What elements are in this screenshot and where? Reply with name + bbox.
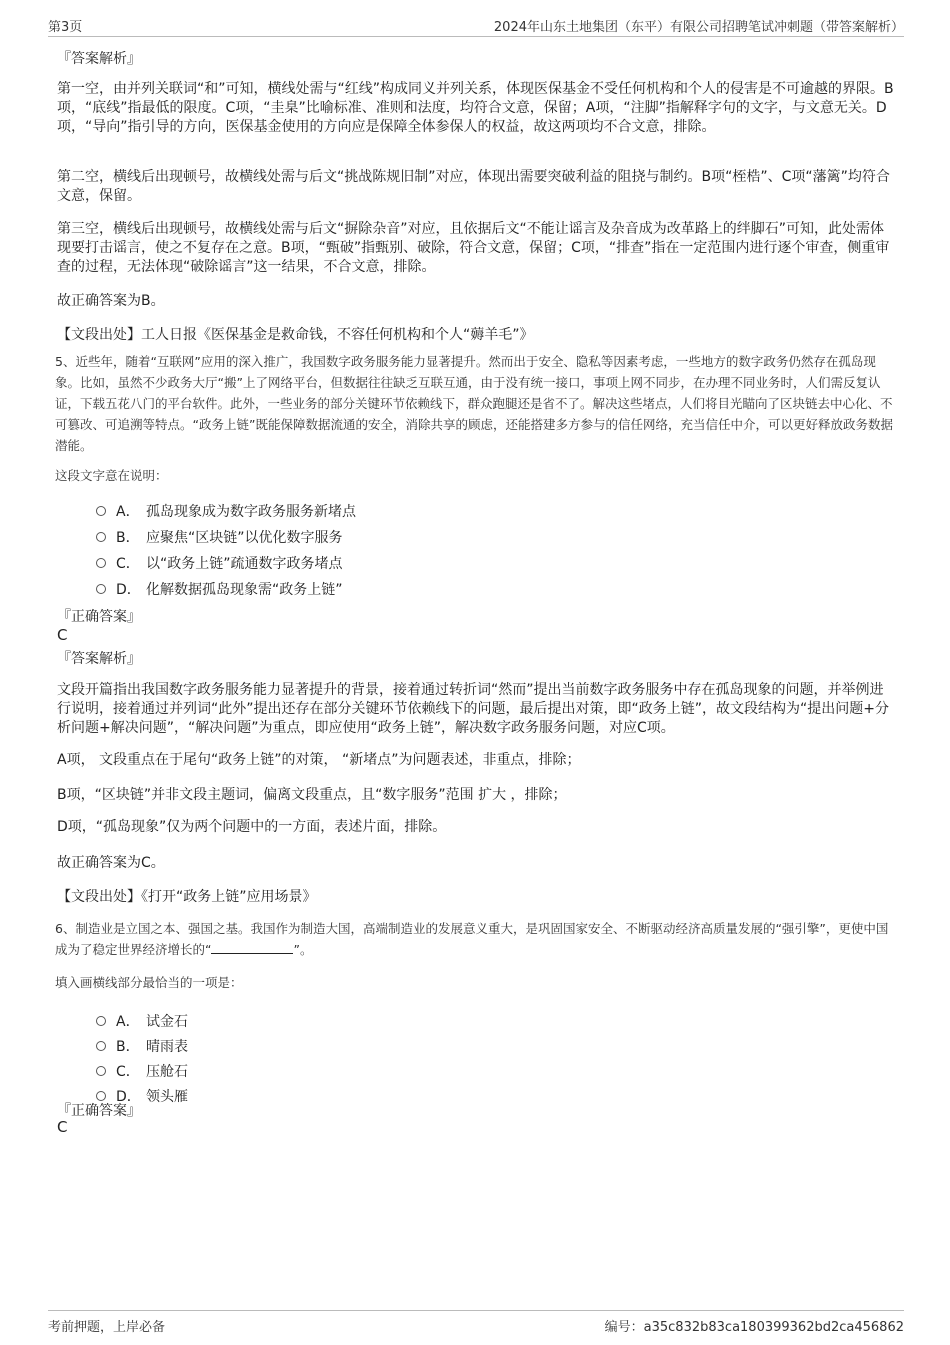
footer-slogan: 考前押题，上岸必备: [48, 1320, 166, 1335]
page-footer: [48, 1310, 904, 1335]
correct-answer: C: [57, 1118, 68, 1136]
analysis-paragraph-2: 第二空，横线后出现顿号，故横线处需与后文“挑战陈规旧制”对应，体现出需要突破利益的阻挠与制约。B项“桎梏”、C项“藩篱”均符合文意，保留。: [57, 169, 890, 204]
question-6-option-b[interactable]: B． 晴雨表: [96, 1036, 188, 1056]
question-5-stem: 5、近些年，随着“互联网”应用的深入推广，我国数字政务服务能力显著提升。然而出于安全、隐私等因素考虑，一些地方的数字政务仍然存在孤岛现象。比如，虽然不少政务大厅“搬”上了网络平台，但数据往往缺乏互联互通，由于没有统一接口，事项上网不同步，在办理不同业务时，人们需反复认证，下载五花八门的平台软件。此外，一些业务的部分关键环节依赖线下，群众跑腿还是省不了。解决这些堵点，人们将目光瞄向了区块链去中心化、不可篡改、可追溯等特点。“政务上链”既能保障数据流通的安全，消除共享的顾虑，还能搭建多方参与的信任网络，充当信任中介，可以更好释放政务数据潜能。: [55, 354, 893, 453]
radio-icon[interactable]: [96, 1066, 106, 1076]
source-citation: 【文段出处】工人日报《医保基金是救命钱，不容任何机构和个人“薅羊毛”》: [57, 327, 534, 343]
radio-icon[interactable]: [96, 1041, 106, 1051]
radio-icon[interactable]: [96, 532, 106, 542]
question-5-prompt: 这段文字意在说明：: [55, 468, 168, 483]
question-6-prompt: 填入画横线部分最恰当的一项是：: [55, 975, 243, 990]
correct-answer: C: [57, 626, 68, 644]
document-id: 编号：a35c832b83ca180399362bd2ca456862: [604, 1320, 904, 1335]
analysis-paragraph-2: A项， 文段重点在于尾句“政务上链”的对策， “新堵点”为问题表述，非重点，排除；: [57, 752, 581, 768]
correct-answer-label: 『正确答案』: [57, 1103, 141, 1119]
question-5-option-a[interactable]: A． 孤岛现象成为数字政务服务新堵点: [96, 501, 356, 521]
analysis-label: 『答案解析』: [57, 651, 141, 667]
conclusion: 故正确答案为C。: [57, 855, 165, 871]
document-title: 2024年山东土地集团（东平）有限公司招聘笔试冲刺题（带答案解析）: [493, 20, 904, 35]
source-citation: 【文段出处】《打开“政务上链”应用场景》: [57, 889, 317, 905]
analysis-paragraph-3: B项，“区块链”并非文段主题词，偏离文段重点，且“数字服务”范围 扩大 ，排除；: [57, 787, 567, 803]
question-6-stem: 6、制造业是立国之本、强国之基。我国作为制造大国，高端制造业的发展意义重大，是巩固国家安全、不断驱动经济高质量发展的“强引擎”，更使中国成为了稳定世界经济增长的“ ”。: [55, 921, 889, 957]
conclusion: 故正确答案为B。: [57, 293, 165, 309]
question-5-option-c[interactable]: C． 以“政务上链”疏通数字政务堵点: [96, 553, 343, 573]
radio-icon[interactable]: [96, 558, 106, 568]
question-6-option-d[interactable]: D． 领头雁: [96, 1086, 188, 1106]
question-6-option-c[interactable]: C． 压舱石: [96, 1061, 188, 1081]
radio-icon[interactable]: [96, 506, 106, 516]
blank-line: [211, 941, 293, 954]
radio-icon[interactable]: [96, 584, 106, 594]
correct-answer-label: 『正确答案』: [57, 609, 141, 625]
analysis-paragraph-4: D项，“孤岛现象”仅为两个问题中的一方面，表述片面，排除。: [57, 819, 447, 835]
question-5-option-b[interactable]: B． 应聚焦“区块链”以优化数字服务: [96, 527, 343, 547]
analysis-paragraph-1: 文段开篇指出我国数字政务服务能力显著提升的背景，接着通过转折词“然而”提出当前数字政务服务中存在孤岛现象的问题，并举例进行说明，接着通过并列词“此外”提出还存在部分关键环节依赖线下的问题，最后提出对策，即“政务上链”，故文段结构为“提出问题+分析问题+解决问题”，“解决问题”为重点，即应使用“政务上链”，解决数字政务服务问题，对应C项。: [57, 682, 889, 736]
analysis-paragraph-3: 第三空，横线后出现顿号，故横线处需与后文“摒除杂音”对应，且依据后文“不能让谣言及杂音成为改革路上的绊脚石”可知，此处需体现要打击谣言，使之不复存在之意。B项，“甄破”指甄别、破除，符合文意，保留；C项，“排查”指在一定范围内进行逐个审查，侧重审查的过程，无法体现“破除谣言”这一结果，不合文意，排除。: [57, 221, 890, 275]
page-number: 第3页: [48, 20, 83, 35]
question-6-option-a[interactable]: A． 试金石: [96, 1011, 188, 1031]
analysis-label: 『答案解析』: [57, 51, 141, 67]
page-header: [48, 14, 904, 37]
radio-icon[interactable]: [96, 1016, 106, 1026]
question-5-option-d[interactable]: D． 化解数据孤岛现象需“政务上链”: [96, 579, 343, 599]
analysis-paragraph-1: 第一空，由并列关联词“和”可知，横线处需与“红线”构成同义并列关系，体现医保基金不受任何机构和个人的侵害是不可逾越的界限。B项，“底线”指最低的限度。C项，“圭臬”比喻标准、准则和法度，均符合文意，保留；A项，“注脚”指解释字句的文字，与文意无关。D项，“导向”指引导的方向，医保基金使用的方向应是保障全体参保人的权益，故这两项均不合文意，排除。: [57, 81, 894, 135]
